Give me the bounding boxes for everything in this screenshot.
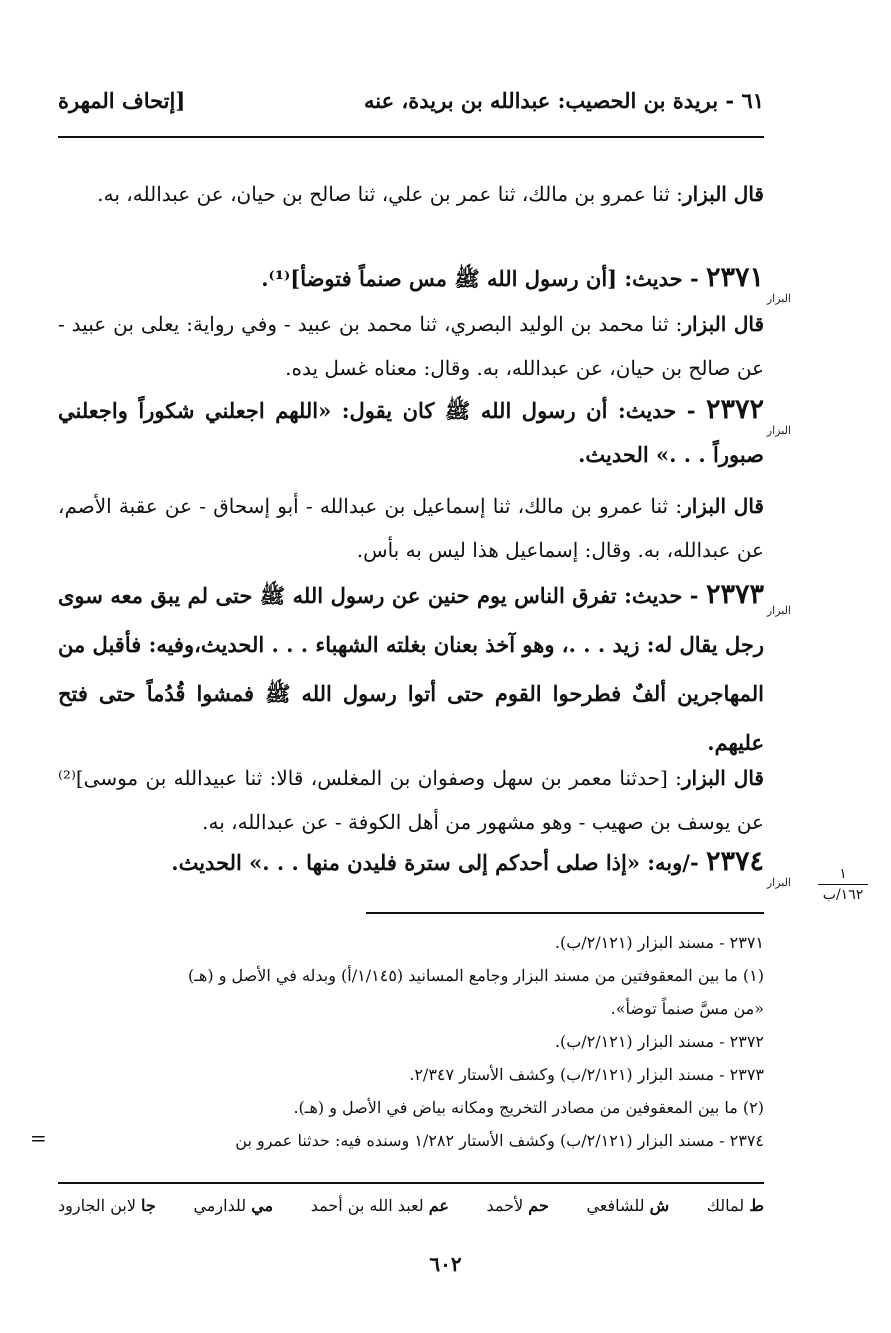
abbreviation-item — [193, 1196, 273, 1215]
hadith-entry — [58, 840, 764, 885]
narrator-lead: قال البزار — [682, 312, 764, 336]
narration-text: : ثنا محمد بن الوليد البصري، ثنا محمد بن عبيد - وفي رواية: يعلى بن عبيد - عن صالح بن حيان، عن عبدالله، به. وقال: معناه غسل يده. — [58, 312, 764, 380]
abbreviation-rule — [58, 1182, 764, 1184]
abbreviation-code: حم — [528, 1196, 549, 1215]
footnote-line: «من مسَّ صنماً توضأ». — [610, 999, 764, 1018]
abbreviation-code: جا — [141, 1196, 156, 1215]
source-tag: البزار — [766, 424, 791, 437]
source-tag: البزار — [766, 604, 791, 617]
hadith-text: - حديث: تفرق الناس يوم حنين عن رسول الله ﷺ حتى لم يبق معه سوى رجل يقال له: زيد . . .، وهو آخذ بعنان بغلته الشهباء . . . الحديث،وفيه: فأقبل من المهاجرين ألفٌ فطرحوا القوم حتى أتوا رسول الله ﷺ فمشوا قُدُماً حتى فتح عليهم. — [58, 583, 764, 755]
abbreviation-item — [311, 1196, 449, 1215]
header-rule — [58, 136, 764, 138]
hadith-number: ٢٣٧٣ — [705, 579, 764, 610]
narration-text: : ثنا عمرو بن مالك، ثنا عمر بن علي، ثنا صالح بن حيان، عن عبدالله، به. — [97, 182, 683, 206]
continuation-mark: = — [30, 1126, 47, 1150]
source-tag: البزار — [766, 876, 791, 889]
page-number: ٦٠٢ — [429, 1252, 462, 1276]
footnote-line: ٢٣٧٢ - مسند البزار (٢/١٢١/ب). — [554, 1032, 764, 1051]
narration-paragraph — [58, 172, 764, 216]
chapter-header: ٦١ - بريدة بن الحصيب: عبدالله بن بريدة، عنه — [364, 88, 764, 113]
abbreviation-code: ش — [649, 1196, 670, 1215]
abbreviation-name: لابن الجارود — [58, 1196, 136, 1215]
footnote-line: (٢) ما بين المعقوفين من مصادر التخريج ومكانه بياض في الأصل و (هـ). — [293, 1098, 764, 1117]
abbreviation-item — [58, 1196, 156, 1215]
abbreviation-name: للشافعي — [586, 1196, 645, 1215]
source-tag: البزار — [766, 292, 791, 305]
narration-text: : ثنا عمرو بن مالك، ثنا إسماعيل بن عبدالله - أبو إسحاق - عن عقبة الأصم، عن عبدالله، به. وقال: إسماعيل هذا ليس به بأس. — [58, 494, 764, 562]
hadith-entry — [58, 388, 764, 477]
abbreviation-legend — [58, 1196, 764, 1215]
narration-paragraph — [58, 302, 764, 390]
hadith-entry — [58, 256, 764, 301]
folio-top: ١ — [839, 866, 847, 882]
abbreviation-code: مي — [251, 1196, 274, 1215]
abbreviation-code: ط — [749, 1196, 764, 1215]
book-title: [إتحاف المهرة — [58, 88, 186, 113]
narration-paragraph — [58, 756, 764, 844]
narration-paragraph — [58, 484, 764, 572]
folio-margin-note — [818, 866, 868, 903]
footnote-line: ٢٣٧١ - مسند البزار (٢/١٢١/ب). — [554, 933, 764, 952]
abbreviation-item — [487, 1196, 549, 1215]
footnote-line: ٢٣٧٤ - مسند البزار (٢/١٢١/ب) وكشف الأستار ١/٢٨٢ وسنده فيه: حدثنا عمرو بن — [235, 1131, 764, 1150]
hadith-number: ٢٣٧٤ — [705, 846, 764, 877]
narrator-lead: قال البزار — [682, 494, 764, 518]
abbreviation-item — [586, 1196, 669, 1215]
hadith-text: -/وبه: «إذا صلى أحدكم إلى سترة فليدن منها . . .» الحديث. — [171, 850, 699, 875]
narrator-lead: قال البزار — [681, 766, 764, 790]
abbreviation-item — [707, 1196, 764, 1215]
hadith-text: - حديث: [أن رسول الله ﷺ مس صنماً فتوضأ]⁽¹⁾. — [261, 266, 699, 291]
folio-bottom: ١٦٢/ب — [822, 887, 864, 903]
narrator-lead: قال البزار — [682, 182, 764, 206]
abbreviation-name: لأحمد — [486, 1196, 524, 1215]
narration-text: : [حدثنا معمر بن سهل وصفوان بن المغلس، قالا: ثنا عبيدالله بن موسى]⁽²⁾ عن يوسف بن صهيب - وهو مشهور من أهل الكوفة - عن عبدالله، به. — [58, 766, 764, 834]
footnotes — [50, 926, 764, 1157]
hadith-number: ٢٣٧٢ — [705, 394, 764, 425]
hadith-number: ٢٣٧١ — [705, 262, 764, 293]
abbreviation-name: للدارمي — [193, 1196, 247, 1215]
abbreviation-name: لمالك — [706, 1196, 745, 1215]
abbreviation-name: لعبد الله بن أحمد — [310, 1196, 424, 1215]
footnote-rule — [366, 912, 764, 914]
hadith-entry — [58, 570, 764, 767]
footnote-line: ٢٣٧٣ - مسند البزار (٢/١٢١/ب) وكشف الأستار ٢/٣٤٧. — [409, 1065, 764, 1084]
footnote-line: (١) ما بين المعقوفتين من مسند البزار وجامع المسانيد (١/١٤٥/أ) وبدله في الأصل و (هـ) — [188, 966, 764, 985]
abbreviation-code: عم — [428, 1196, 449, 1215]
hadith-text: - حديث: أن رسول الله ﷺ كان يقول: «اللهم اجعلني شكوراً واجعلني صبوراً . . .» الحديث. — [58, 398, 764, 467]
folio-divider — [818, 884, 868, 885]
